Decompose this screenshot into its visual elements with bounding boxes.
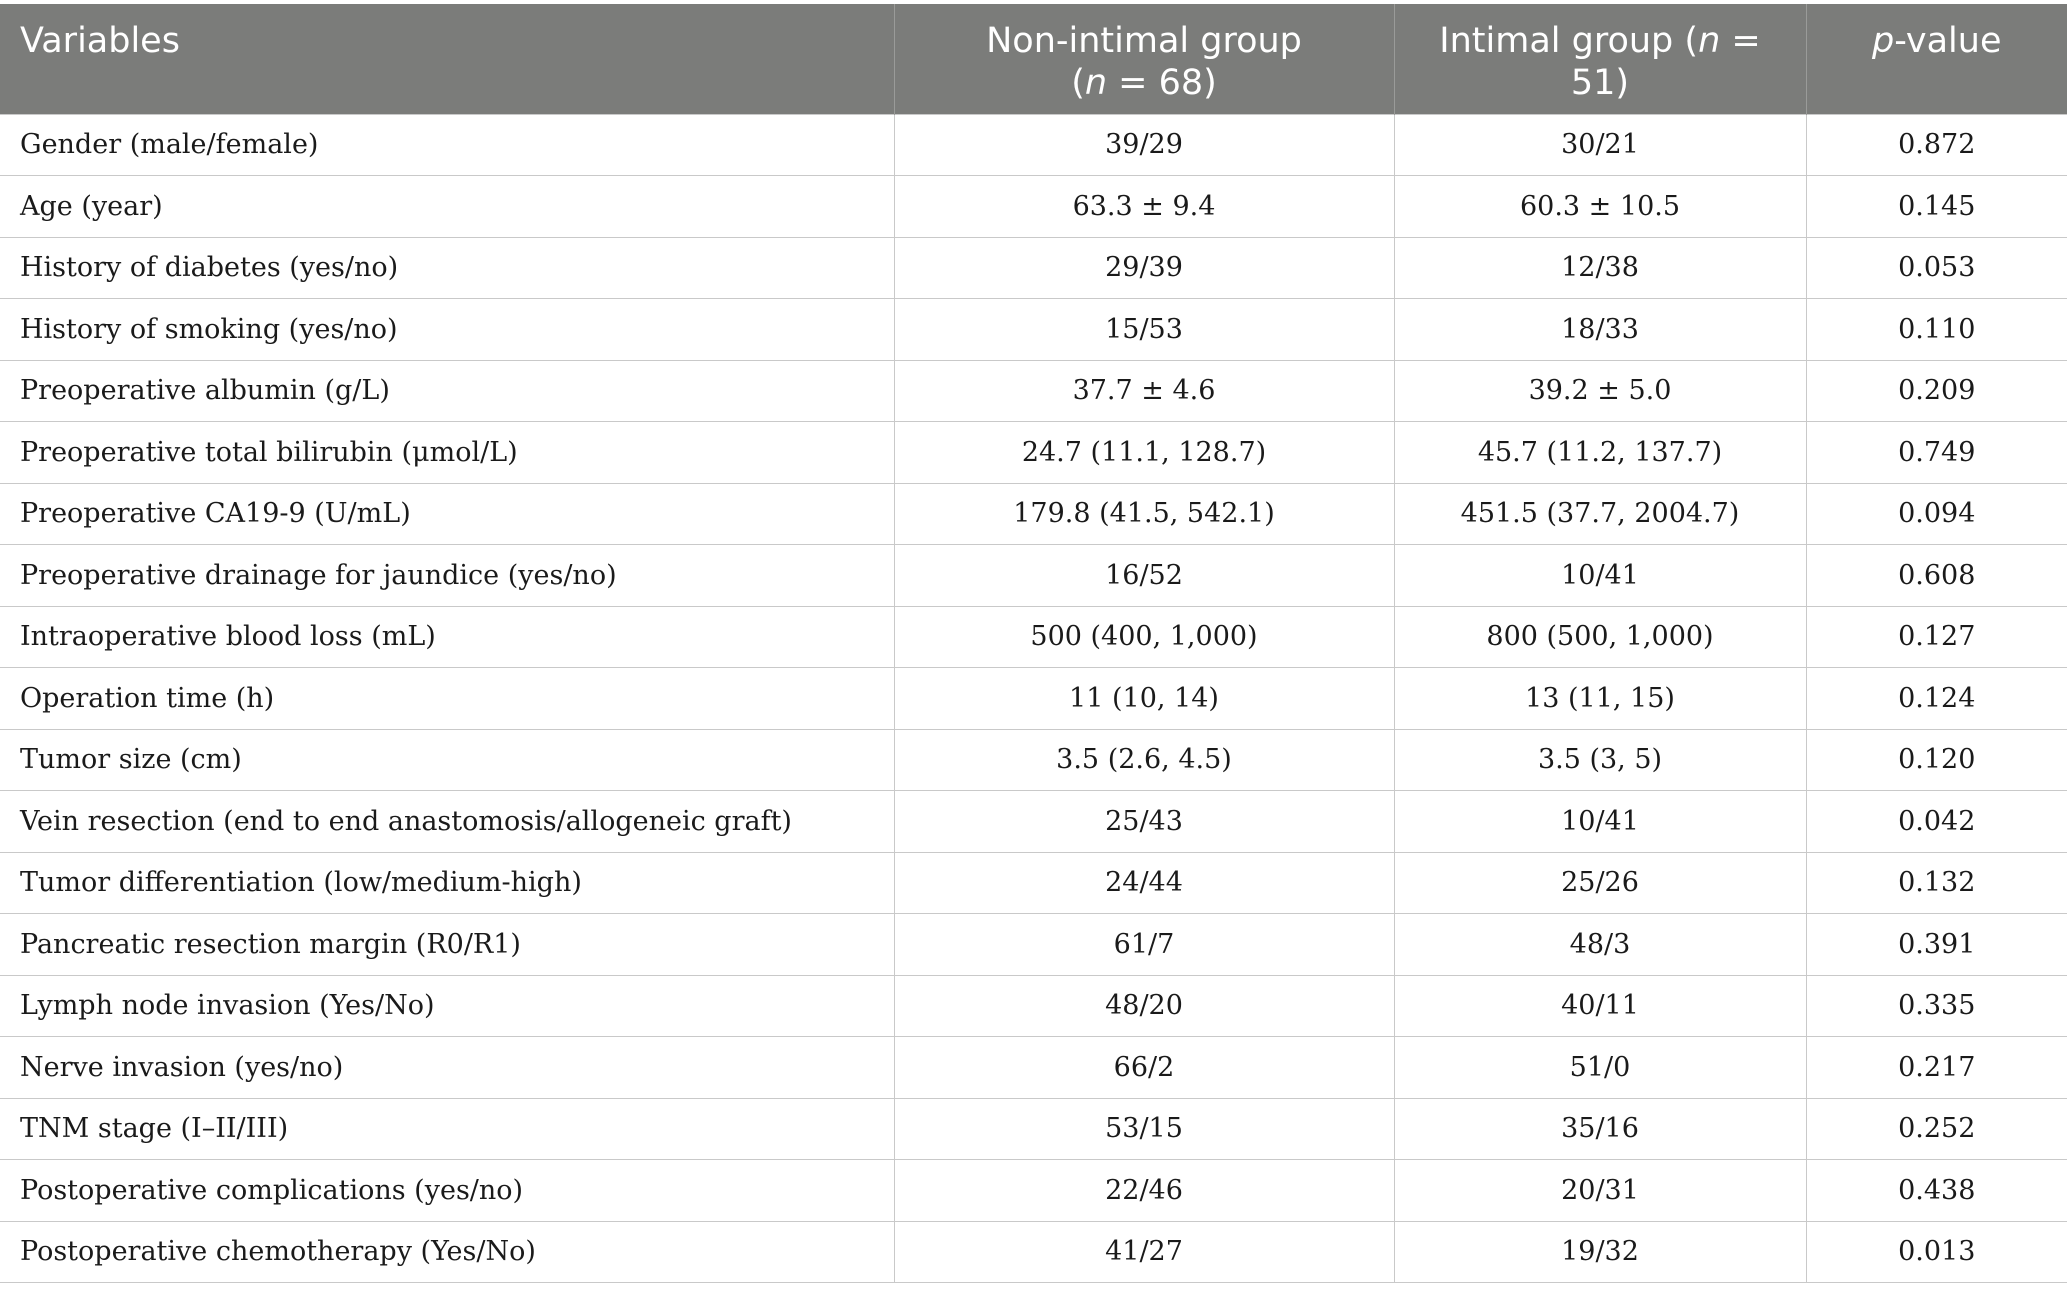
cell-intimal: 45.7 (11.2, 137.7) xyxy=(1394,422,1806,484)
header-p-italic: p xyxy=(1871,21,1895,61)
cell-non-intimal: 179.8 (41.5, 542.1) xyxy=(894,483,1394,545)
cell-intimal: 3.5 (3, 5) xyxy=(1394,729,1806,791)
cell-intimal: 51/0 xyxy=(1394,1037,1806,1099)
cell-intimal: 30/21 xyxy=(1394,114,1806,176)
header-non-intimal-group xyxy=(894,4,1394,114)
cell-p-value: 0.127 xyxy=(1806,606,2067,668)
header-non-intimal-label: Non-intimal group xyxy=(986,21,1302,61)
header-non-intimal-n: n xyxy=(1084,63,1108,103)
cell-variable: Preoperative albumin (g/L) xyxy=(0,360,894,422)
header-row xyxy=(0,4,2067,114)
cell-variable: Vein resection (end to end anastomosis/allogeneic graft) xyxy=(0,791,894,853)
header-intimal-group xyxy=(1394,4,1806,114)
cell-variable: Pancreatic resection margin (R0/R1) xyxy=(0,914,894,976)
cell-p-value: 0.013 xyxy=(1806,1221,2067,1283)
table-row xyxy=(0,729,2067,791)
cell-non-intimal: 25/43 xyxy=(894,791,1394,853)
cell-intimal: 20/31 xyxy=(1394,1160,1806,1222)
header-p-value xyxy=(1806,4,2067,114)
cell-intimal: 35/16 xyxy=(1394,1098,1806,1160)
cell-intimal: 12/38 xyxy=(1394,237,1806,299)
cell-p-value: 0.120 xyxy=(1806,729,2067,791)
cell-intimal: 18/33 xyxy=(1394,299,1806,361)
cell-p-value: 0.132 xyxy=(1806,852,2067,914)
cell-variable: Tumor differentiation (low/medium-high) xyxy=(0,852,894,914)
cell-non-intimal: 24/44 xyxy=(894,852,1394,914)
cell-p-value: 0.872 xyxy=(1806,114,2067,176)
table-header xyxy=(0,4,2067,114)
table-row xyxy=(0,1221,2067,1283)
cell-intimal: 19/32 xyxy=(1394,1221,1806,1283)
cell-non-intimal: 3.5 (2.6, 4.5) xyxy=(894,729,1394,791)
cell-variable: Postoperative chemotherapy (Yes/No) xyxy=(0,1221,894,1283)
cell-non-intimal: 500 (400, 1,000) xyxy=(894,606,1394,668)
cell-non-intimal: 37.7 ± 4.6 xyxy=(894,360,1394,422)
header-non-intimal-paren: ( xyxy=(1071,63,1085,103)
cell-intimal: 10/41 xyxy=(1394,791,1806,853)
table-row xyxy=(0,237,2067,299)
cell-variable: Nerve invasion (yes/no) xyxy=(0,1037,894,1099)
table-body xyxy=(0,114,2067,1283)
table-row xyxy=(0,422,2067,484)
table-row xyxy=(0,914,2067,976)
cell-non-intimal: 22/46 xyxy=(894,1160,1394,1222)
cell-intimal: 13 (11, 15) xyxy=(1394,668,1806,730)
cell-non-intimal: 61/7 xyxy=(894,914,1394,976)
cell-variable: Postoperative complications (yes/no) xyxy=(0,1160,894,1222)
cell-variable: Intraoperative blood loss (mL) xyxy=(0,606,894,668)
header-variables: Variables xyxy=(0,4,894,114)
table-row xyxy=(0,483,2067,545)
cell-variable: Age (year) xyxy=(0,176,894,238)
cell-variable: TNM stage (I–II/III) xyxy=(0,1098,894,1160)
cell-variable: Tumor size (cm) xyxy=(0,729,894,791)
cell-non-intimal: 48/20 xyxy=(894,975,1394,1037)
cell-p-value: 0.217 xyxy=(1806,1037,2067,1099)
table-row xyxy=(0,176,2067,238)
cell-p-value: 0.053 xyxy=(1806,237,2067,299)
cell-variable: History of smoking (yes/no) xyxy=(0,299,894,361)
header-non-intimal-count: = 68) xyxy=(1107,63,1217,103)
header-p-rest: -value xyxy=(1894,21,2002,61)
cell-intimal: 800 (500, 1,000) xyxy=(1394,606,1806,668)
table-row xyxy=(0,1098,2067,1160)
cell-intimal: 40/11 xyxy=(1394,975,1806,1037)
header-intimal-count: = 51) xyxy=(1570,21,1761,103)
table-row xyxy=(0,114,2067,176)
table-row xyxy=(0,975,2067,1037)
cell-variable: Operation time (h) xyxy=(0,668,894,730)
cell-variable: History of diabetes (yes/no) xyxy=(0,237,894,299)
table-row xyxy=(0,1160,2067,1222)
table-row xyxy=(0,852,2067,914)
table-row xyxy=(0,360,2067,422)
table-row xyxy=(0,545,2067,607)
cell-p-value: 0.124 xyxy=(1806,668,2067,730)
cell-non-intimal: 63.3 ± 9.4 xyxy=(894,176,1394,238)
cell-variable: Lymph node invasion (Yes/No) xyxy=(0,975,894,1037)
cell-non-intimal: 29/39 xyxy=(894,237,1394,299)
cell-intimal: 25/26 xyxy=(1394,852,1806,914)
cell-variable: Gender (male/female) xyxy=(0,114,894,176)
cell-intimal: 60.3 ± 10.5 xyxy=(1394,176,1806,238)
cell-intimal: 10/41 xyxy=(1394,545,1806,607)
cell-non-intimal: 53/15 xyxy=(894,1098,1394,1160)
cell-p-value: 0.438 xyxy=(1806,1160,2067,1222)
cell-non-intimal: 16/52 xyxy=(894,545,1394,607)
cell-variable: Preoperative total bilirubin (μmol/L) xyxy=(0,422,894,484)
cell-non-intimal: 41/27 xyxy=(894,1221,1394,1283)
cell-p-value: 0.145 xyxy=(1806,176,2067,238)
cell-p-value: 0.391 xyxy=(1806,914,2067,976)
cell-p-value: 0.749 xyxy=(1806,422,2067,484)
table-row xyxy=(0,791,2067,853)
table-row xyxy=(0,1037,2067,1099)
cell-variable: Preoperative drainage for jaundice (yes/no) xyxy=(0,545,894,607)
cell-p-value: 0.335 xyxy=(1806,975,2067,1037)
table-row xyxy=(0,606,2067,668)
data-table xyxy=(0,4,2067,1283)
cell-intimal: 451.5 (37.7, 2004.7) xyxy=(1394,483,1806,545)
cell-non-intimal: 11 (10, 14) xyxy=(894,668,1394,730)
table-row xyxy=(0,668,2067,730)
cell-p-value: 0.042 xyxy=(1806,791,2067,853)
cell-non-intimal: 15/53 xyxy=(894,299,1394,361)
cell-variable: Preoperative CA19-9 (U/mL) xyxy=(0,483,894,545)
cell-p-value: 0.094 xyxy=(1806,483,2067,545)
cell-non-intimal: 66/2 xyxy=(894,1037,1394,1099)
header-intimal-label: Intimal group ( xyxy=(1439,21,1699,61)
cell-intimal: 39.2 ± 5.0 xyxy=(1394,360,1806,422)
cell-p-value: 0.252 xyxy=(1806,1098,2067,1160)
table-row xyxy=(0,299,2067,361)
cell-p-value: 0.110 xyxy=(1806,299,2067,361)
cell-p-value: 0.608 xyxy=(1806,545,2067,607)
cell-p-value: 0.209 xyxy=(1806,360,2067,422)
cell-non-intimal: 39/29 xyxy=(894,114,1394,176)
header-intimal-n: n xyxy=(1698,21,1721,61)
cell-intimal: 48/3 xyxy=(1394,914,1806,976)
cell-non-intimal: 24.7 (11.1, 128.7) xyxy=(894,422,1394,484)
